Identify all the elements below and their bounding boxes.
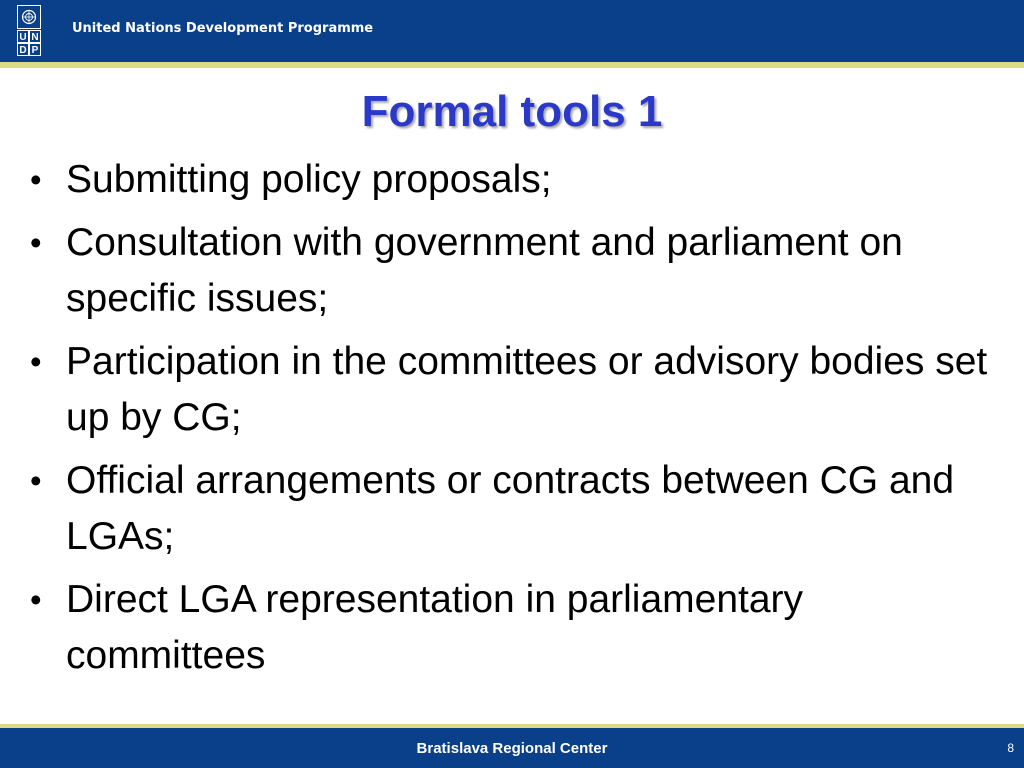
bullet-text: Submitting policy proposals; <box>66 158 552 201</box>
undp-letter-grid <box>17 30 41 56</box>
logo-letter: N <box>29 30 41 43</box>
bullet-item <box>28 152 998 208</box>
bullet-list <box>28 152 998 691</box>
bullet-text: Consultation with government and parliament on specific issues; <box>66 221 903 320</box>
bullet-text: Direct LGA representation in parliamentary committees <box>66 578 804 677</box>
bullet-item <box>28 453 998 565</box>
bullet-dot-icon: • <box>30 343 42 380</box>
slide-title: Formal tools 1 <box>361 87 663 136</box>
header-accent-stripe <box>0 62 1024 68</box>
bullet-item <box>28 215 998 327</box>
logo-letter: U <box>17 30 29 43</box>
bullet-dot-icon: • <box>30 161 42 198</box>
un-emblem-icon <box>17 5 41 29</box>
bullet-text: Participation in the committees or advisory bodies set up by CG; <box>66 340 988 439</box>
undp-logo <box>17 5 41 58</box>
bullet-item <box>28 572 998 684</box>
logo-letter: P <box>29 43 41 56</box>
logo-letter: D <box>17 43 29 56</box>
footer-center-text: Bratislava Regional Center <box>416 740 608 757</box>
bullet-dot-icon: • <box>30 581 42 618</box>
bullet-dot-icon: • <box>30 224 42 261</box>
organization-name: United Nations Development Programme <box>72 21 374 36</box>
page-number: 8 <box>1007 741 1014 755</box>
bullet-dot-icon: • <box>30 462 42 499</box>
bullet-item <box>28 334 998 446</box>
bullet-text: Official arrangements or contracts between CG and LGAs; <box>66 459 955 558</box>
